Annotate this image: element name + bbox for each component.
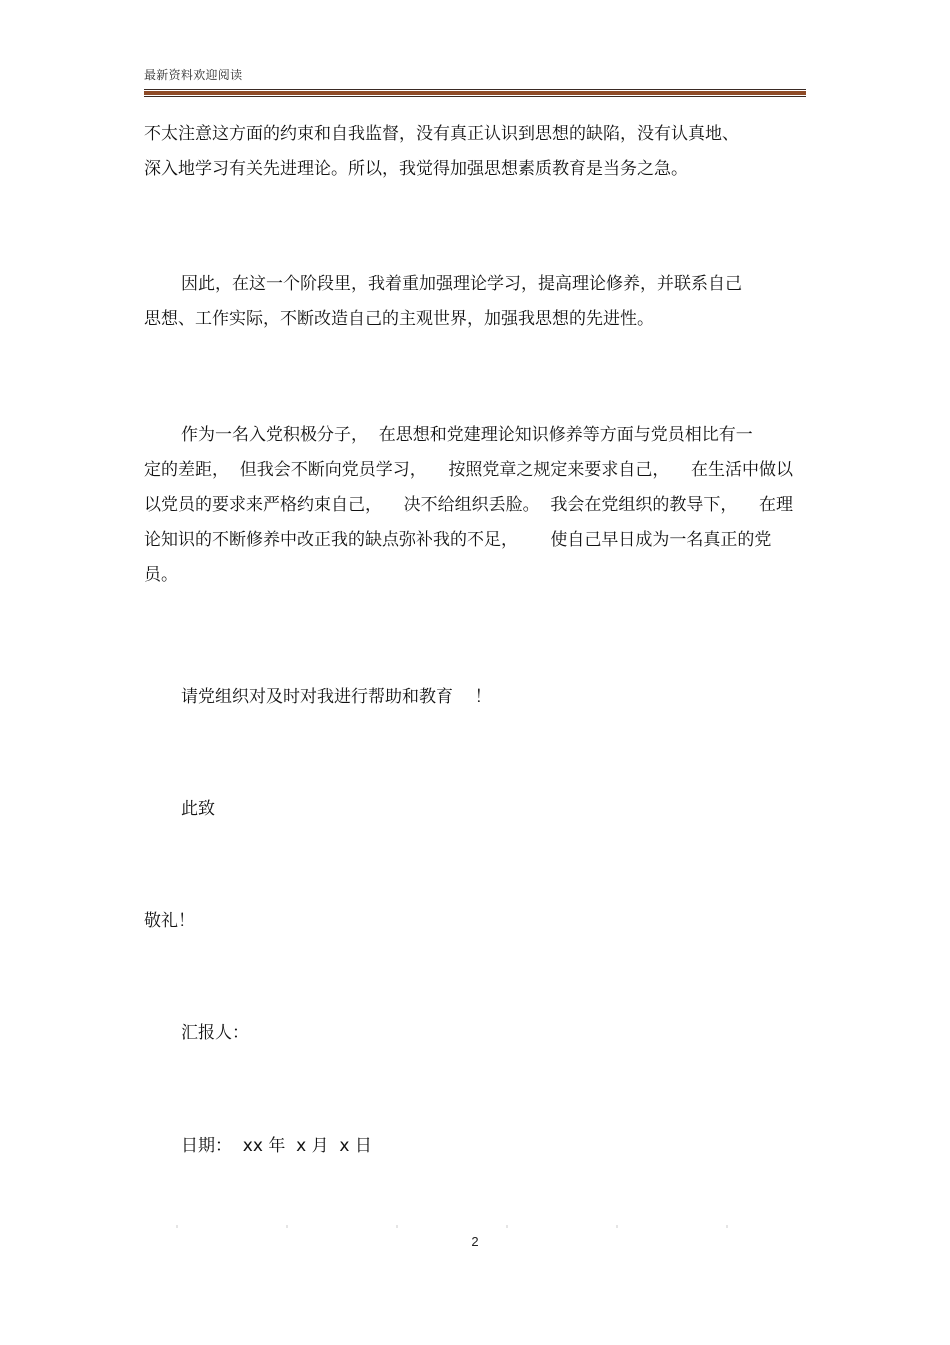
page-number: 2 [471, 1234, 479, 1249]
reporter-label: 汇报人： [181, 1023, 249, 1043]
request-text: 请党组织对及时对我进行帮助和教育 ！ [181, 687, 492, 707]
closing-line [144, 904, 806, 939]
date-line [144, 1129, 806, 1164]
paragraph-3-line-1: 作为一名入党积极分子， 在思想和党建理论知识修养等方面与党员相比有一 [181, 425, 753, 445]
date-text: 日期： xx 年 x 月 x 日 [181, 1136, 372, 1156]
header-rule-bottom [144, 96, 806, 97]
paragraph-3 [144, 418, 806, 593]
paragraph-3-line-4: 论知识的不断修养中改正我的缺点弥补我的不足， 使自己早日成为一名真正的党 [144, 530, 772, 550]
paragraph-2-line-1: 因此，在这一个阶段里，我着重加强理论学习，提高理论修养，并联系自己 [181, 274, 742, 294]
salutation-line [144, 792, 806, 827]
page-header [144, 66, 806, 97]
footer-faint-marks [176, 1225, 776, 1228]
paragraph-3-line-2: 定的差距， 但我会不断向党员学习， 按照党章之规定来要求自己， 在生活中做以 [144, 460, 794, 480]
header-rule-top [144, 89, 806, 90]
salutation-text: 此致 [181, 799, 215, 819]
paragraph-2 [144, 267, 806, 337]
paragraph-3-line-5: 员。 [144, 565, 178, 585]
request-line [144, 680, 806, 715]
paragraph-1-line-2: 深入地学习有关先进理论。所以，我觉得加强思想素质教育是当务之急。 [144, 159, 688, 179]
closing-text: 敬礼！ [144, 911, 195, 931]
header-rule-middle [144, 91, 806, 95]
paragraph-3-line-3: 以党员的要求来严格约束自己， 决不给组织丢脸。 我会在党组织的教导下， 在理 [144, 495, 794, 515]
header-text: 最新资料欢迎阅读 [144, 68, 243, 82]
reporter-line [144, 1016, 806, 1051]
paragraph-1-line-1: 不太注意这方面的约束和自我监督，没有真正认识到思想的缺陷，没有认真地、 [144, 124, 739, 144]
paragraph-1 [144, 117, 806, 187]
paragraph-2-line-2: 思想、工作实际，不断改造自己的主观世界，加强我思想的先进性。 [144, 309, 654, 329]
